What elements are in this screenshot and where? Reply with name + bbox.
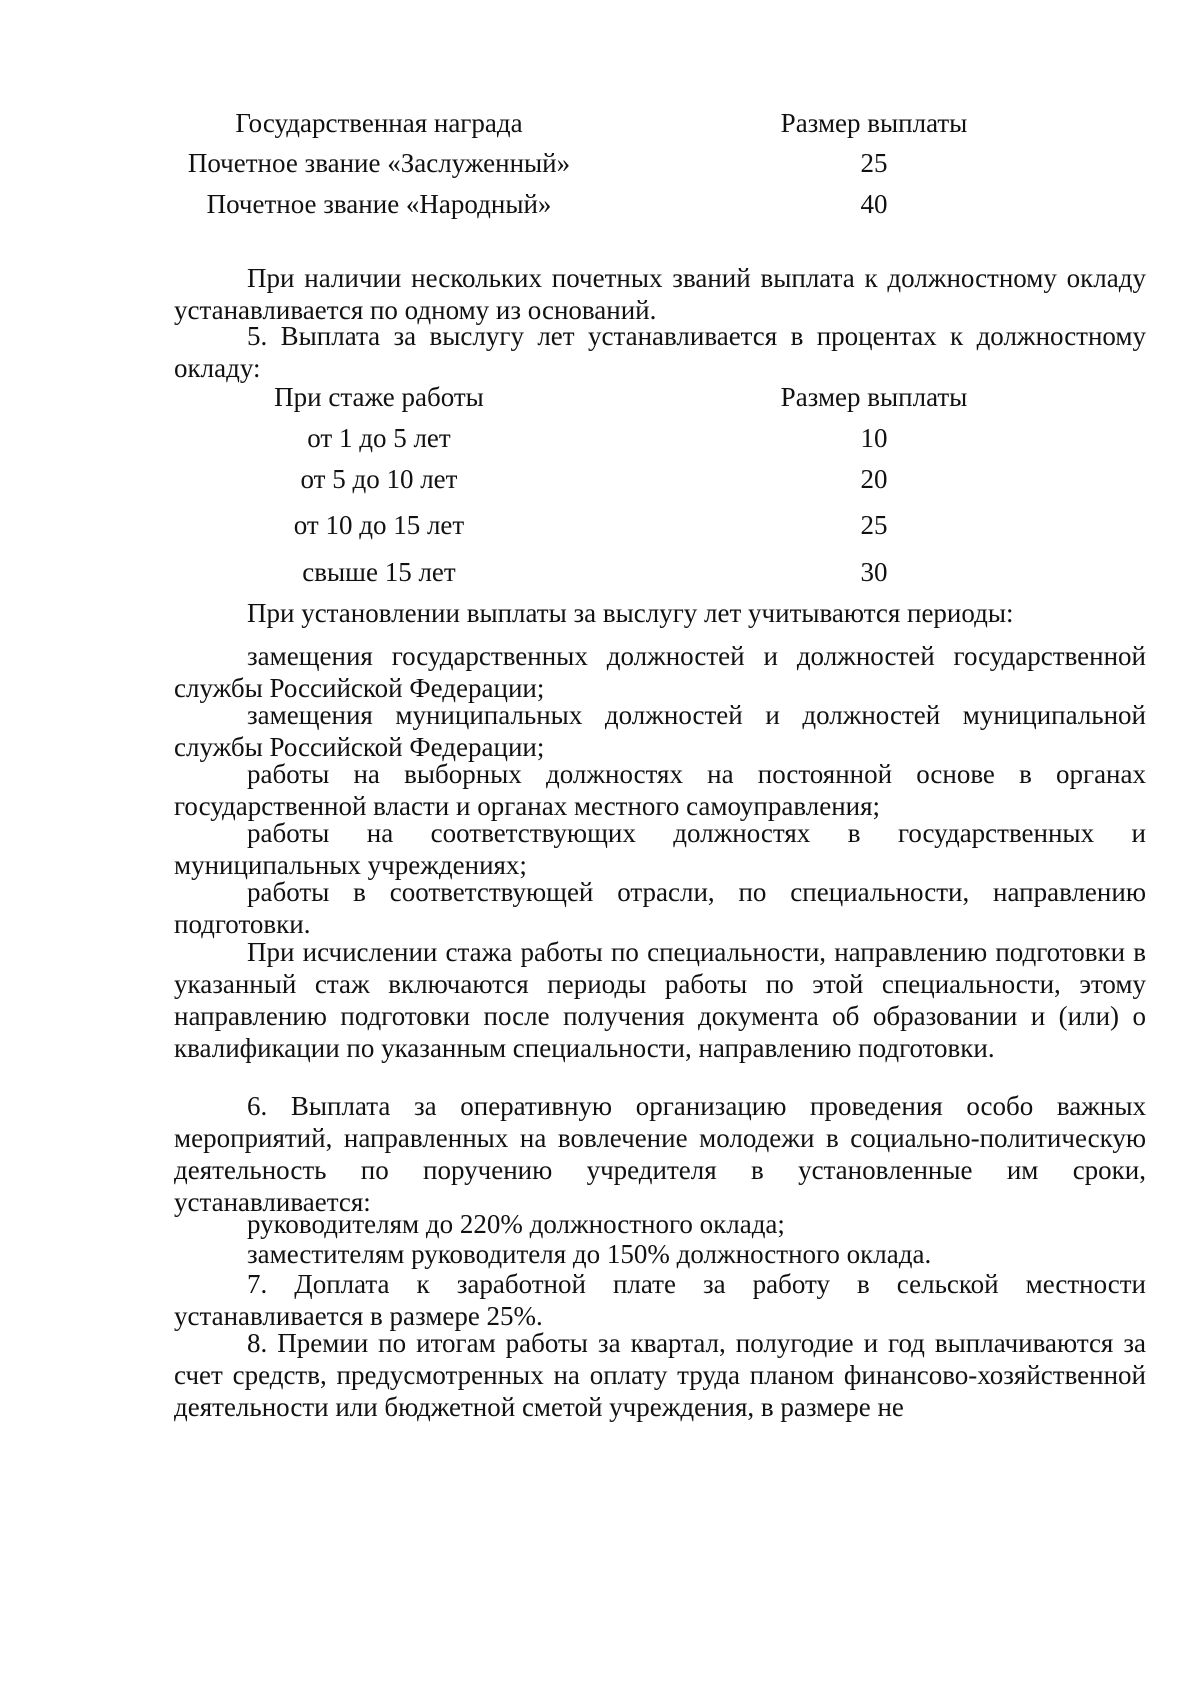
seniority-row-experience: от 5 до 10 лет (300, 464, 458, 494)
paragraph-periods-intro: При установлении выплаты за выслугу лет учитываются периоды: (247, 598, 1014, 628)
paragraph-period-municipal-service: замещения муниципальных должностей и должностей муниципальной службы Российской Федерации; (174, 700, 1146, 762)
paragraph-period-state-service: замещения государственных должностей и должностей государственной службы Российской Федерации; (174, 641, 1146, 703)
awards-row-award: Почетное звание «Заслуженный» (187, 148, 571, 178)
paragraph-item-6: 6. Выплата за оперативную организацию проведения особо важных мероприятий, направленных на вовлечение молодежи в социально-политическую деятельность по поручению учредителя в установленные им сроки, устанавливается: (174, 1091, 1146, 1217)
paragraph-period-elected-posts: работы на выборных должностях на постоянной основе в органах государственной власти и органах местного самоуправления; (174, 759, 1146, 821)
paragraph-period-industry: работы в соответствующей отрасли, по специальности, направлению подготовки. (174, 877, 1146, 939)
seniority-table-row (174, 509, 1146, 541)
awards-table-row (174, 188, 1146, 220)
seniority-header-payment: Размер выплаты (780, 382, 968, 412)
seniority-row-experience: от 1 до 5 лет (307, 423, 451, 453)
seniority-row-experience: свыше 15 лет (302, 557, 456, 587)
awards-header-payment: Размер выплаты (780, 108, 968, 138)
seniority-table-row (174, 463, 1146, 495)
awards-table-row (174, 147, 1146, 179)
seniority-row-payment: 10 (860, 423, 888, 453)
paragraph-item-8: 8. Премии по итогам работы за квартал, полугодие и год выплачиваются за счет средств, предусмотренных на оплату труда планом финансово-хозяйственной деятельности или бюджетной сметой учреждения, в размере не (174, 1328, 1146, 1422)
seniority-table-header (174, 381, 1146, 413)
paragraph-item-6-deputies: заместителям руководителя до 150% должностного оклада. (247, 1239, 932, 1269)
seniority-row-payment: 25 (860, 510, 888, 540)
paragraph-multiple-titles: При наличии нескольких почетных званий выплата к должностному окладу устанавливается по одному из оснований. (174, 263, 1146, 325)
paragraph-seniority-intro: 5. Выплата за выслугу лет устанавливается в процентах к должностному окладу: (174, 321, 1146, 383)
awards-row-payment: 25 (860, 148, 888, 178)
seniority-row-payment: 30 (860, 557, 888, 587)
awards-row-award: Почетное звание «Народный» (206, 189, 552, 219)
seniority-row-experience: от 10 до 15 лет (293, 510, 465, 540)
paragraph-experience-calculation: При исчислении стажа работы по специальности, направлению подготовки в указанный стаж включаются периоды работы по этой специальности, этому направлению подготовки после получения документа об образовании и (или) о квалификации по указанным специальности, направлению подготовки. (174, 937, 1146, 1063)
seniority-table-row (174, 422, 1146, 454)
awards-header-award: Государственная награда (235, 108, 523, 138)
paragraph-item-7: 7. Доплата к заработной плате за работу в сельской местности устанавливается в размере 25%. (174, 1269, 1146, 1331)
awards-row-payment: 40 (860, 189, 888, 219)
seniority-table-row (174, 556, 1146, 588)
awards-table-header (174, 107, 1146, 139)
document-page (174, 0, 1146, 1697)
paragraph-period-institutions: работы на соответствующих должностях в государственных и муниципальных учреждениях; (174, 818, 1146, 880)
paragraph-item-6-heads: руководителям до 220% должностного оклада; (247, 1209, 785, 1239)
seniority-row-payment: 20 (860, 464, 888, 494)
seniority-header-experience: При стаже работы (274, 382, 484, 412)
